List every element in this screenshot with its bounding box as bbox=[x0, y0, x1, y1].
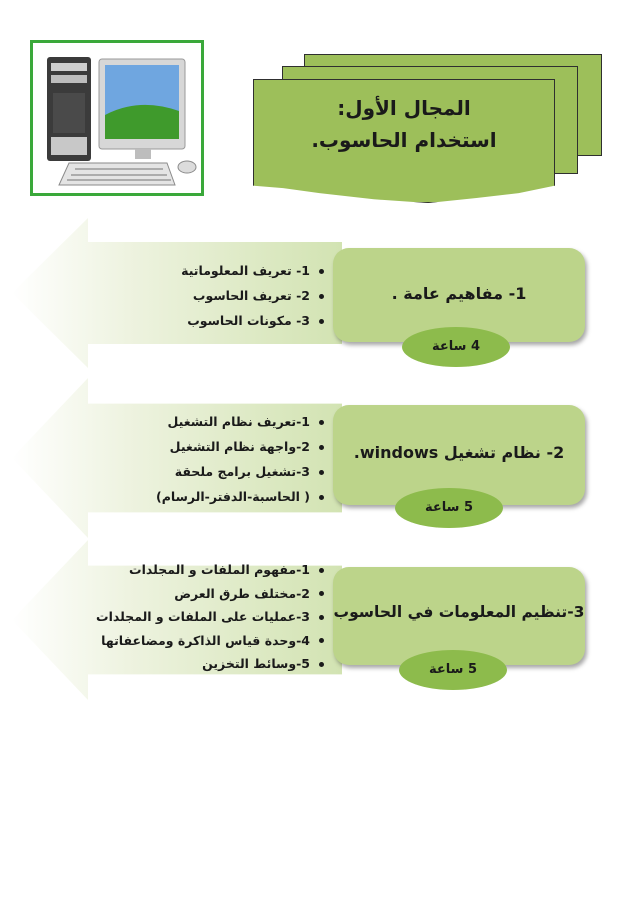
list-item: 1-تعريف نظام التشغيل bbox=[156, 409, 328, 434]
section-3-topic: 3-تنظيم المعلومات في الحاسوب bbox=[333, 567, 585, 665]
list-item: 5-وسائط التخزين bbox=[96, 652, 328, 676]
section-3-list bbox=[96, 558, 328, 676]
list-item: 2-واجهة نظام التشغيل bbox=[156, 434, 328, 459]
computer-image-frame bbox=[30, 40, 204, 196]
title-line-1: المجال الأول: bbox=[337, 96, 471, 120]
section-2-topic: 2- نظام تشغيل windows. bbox=[333, 405, 585, 505]
list-item: 2- تعريف الحاسوب bbox=[181, 283, 328, 308]
list-item: 4-وحدة قياس الذاكرة ومضاعفاتها bbox=[96, 629, 328, 653]
section-1-hours-badge: 4 ساعة bbox=[402, 327, 510, 367]
page-title bbox=[253, 84, 555, 180]
section-2-hours-badge: 5 ساعة bbox=[395, 488, 503, 528]
section-1-list bbox=[181, 258, 328, 333]
list-item: 3-عمليات على الملفات و المجلدات bbox=[96, 605, 328, 629]
list-item: 1- تعريف المعلوماتية bbox=[181, 258, 328, 283]
list-item: 1-مفهوم الملفات و المجلدات bbox=[96, 558, 328, 582]
list-item: ( الحاسبة-الدفتر-الرسام) bbox=[156, 484, 328, 509]
section-3-hours-badge: 5 ساعة bbox=[399, 650, 507, 690]
section-2-list bbox=[156, 409, 328, 509]
list-item: 3- مكونات الحاسوب bbox=[181, 308, 328, 333]
section-1-topic: 1- مفاهيم عامة . bbox=[333, 248, 585, 342]
list-item: 3-تشغيل برامج ملحقة bbox=[156, 459, 328, 484]
desktop-computer-icon bbox=[39, 49, 201, 193]
title-line-2: استخدام الحاسوب. bbox=[311, 128, 497, 152]
list-item: 2-مختلف طرق العرض bbox=[96, 582, 328, 606]
